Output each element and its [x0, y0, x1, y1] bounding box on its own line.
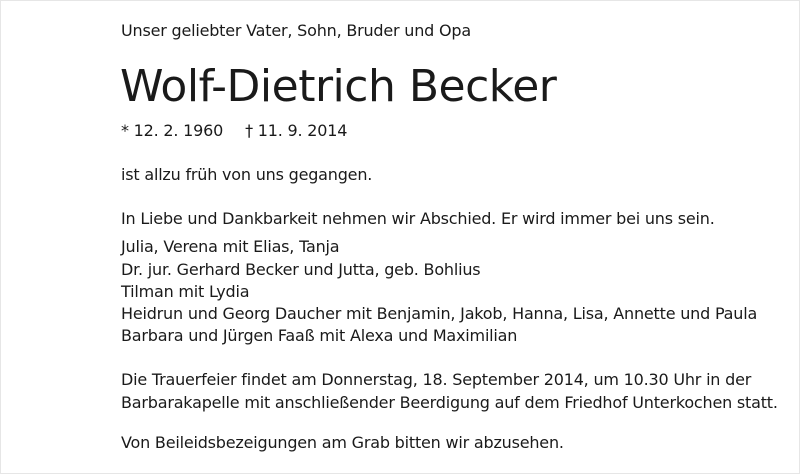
mourner-line: Tilman mit Lydia	[121, 282, 250, 301]
deceased-name: Wolf-Dietrich Becker	[120, 61, 557, 112]
life-dates	[121, 121, 347, 141]
mourner-line: Heidrun und Georg Daucher mit Benjamin, Jakob, Hanna, Lisa, Annette und Paula	[121, 304, 758, 323]
condolences-line: Von Beileidsbezeigungen am Grab bitten wir abzusehen.	[121, 433, 564, 452]
ceremony-line: Die Trauerfeier findet am Donnerstag, 18. September 2014, um 10.30 Uhr in der	[121, 370, 752, 389]
death-date: † 11. 9. 2014	[245, 121, 348, 140]
mourner-line: Dr. jur. Gerhard Becker und Jutta, geb. Bohlius	[121, 260, 481, 279]
ceremony-line: Barbarakapelle mit anschließender Beerdigung auf dem Friedhof Unterkochen statt.	[121, 393, 778, 412]
farewell-line: In Liebe und Dankbarkeit nehmen wir Abschied. Er wird immer bei uns sein.	[121, 209, 715, 228]
mourner-line: Barbara und Jürgen Faaß mit Alexa und Maximilian	[121, 326, 518, 345]
intro-line: Unser geliebter Vater, Sohn, Bruder und Opa	[121, 21, 471, 40]
passed-line: ist allzu früh von uns gegangen.	[121, 165, 373, 184]
birth-date: * 12. 2. 1960	[121, 121, 224, 140]
mourner-line: Julia, Verena mit Elias, Tanja	[121, 237, 340, 256]
